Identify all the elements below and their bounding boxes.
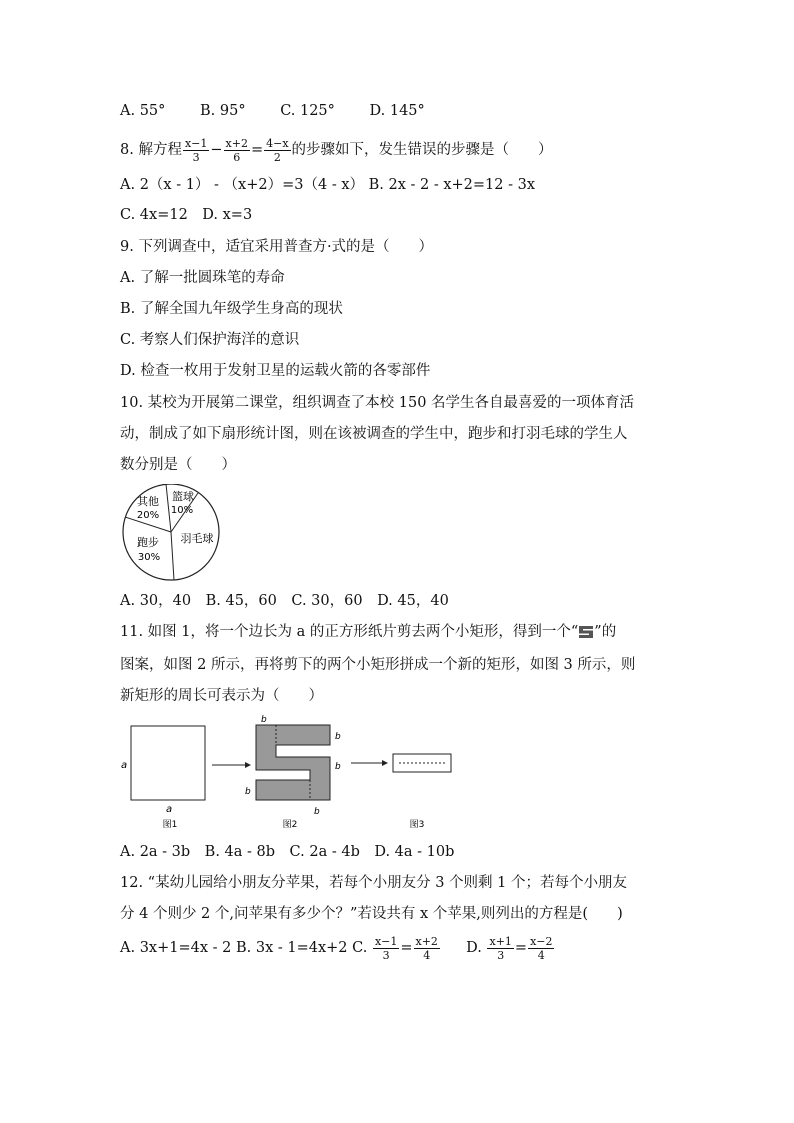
- q8-op1: −: [210, 142, 223, 158]
- q11-line-3: 新矩形的周长可表示为（ ）: [120, 688, 323, 704]
- fig2-label-b-left: b: [245, 787, 251, 797]
- q12-d-frac-2: [528, 935, 554, 962]
- q7-option-a: A. 55°: [120, 103, 166, 119]
- q8-fraction-3: [264, 137, 290, 164]
- q12-options-ab: A. 3x+1=4x - 2 B. 3x - 1=4x+2 C.: [120, 940, 368, 956]
- q8-fraction-2: [224, 137, 250, 164]
- fig1-square: [131, 726, 205, 800]
- pie-pct-lanqiu: 10%: [170, 505, 194, 516]
- pie-pct-qita: 20%: [136, 510, 160, 521]
- q7-option-b: B. 95°: [200, 103, 246, 119]
- fig1-side-label: a: [121, 760, 128, 771]
- q12-c-eq: =: [400, 940, 413, 956]
- q12-d1-num: x+1: [489, 934, 512, 948]
- q8-fraction-1: [183, 137, 209, 164]
- q8-f1-den: 3: [192, 150, 200, 164]
- pie-label-paobu: 跑步: [137, 536, 159, 549]
- q11-figures: [115, 712, 455, 834]
- q10-pie-chart: [118, 484, 224, 584]
- q12-c-frac-1: [373, 935, 399, 962]
- fig2-label-b-top: b: [261, 715, 267, 725]
- fig2-label-b-right2: b: [335, 762, 341, 772]
- q12-c1-num: x−1: [374, 934, 398, 948]
- pie-pct-paobu: 30%: [137, 552, 161, 563]
- fig2-label-b-right1: b: [335, 732, 341, 742]
- fig1-caption: 图1: [162, 820, 178, 830]
- pie-label-lanqiu: 篮球: [172, 490, 194, 503]
- arrow-2-head-icon: [382, 760, 388, 766]
- fig2-s-shape: [256, 725, 330, 800]
- q9-option-b: B. 了解全国九年级学生身高的现状: [120, 301, 343, 317]
- q10-line-1: 10. 某校为开展第二课堂，组织调查了本校 150 名学生各自最喜爱的一项体育活: [120, 395, 635, 411]
- q8-op2: =: [250, 142, 264, 158]
- q12-d2-den: 4: [537, 948, 545, 962]
- q11-line-2: 图案，如图 2 所示，再将剪下的两个小矩形拼成一个新的矩形，如图 3 所示，则: [120, 657, 636, 673]
- q11-line-1: [120, 622, 616, 642]
- pie-label-qita: 其他: [137, 495, 159, 508]
- arrow-1-head-icon: [245, 762, 251, 768]
- q7-options: [120, 101, 455, 121]
- q8-f2-den: 6: [233, 150, 241, 164]
- q12-d1-den: 3: [497, 948, 505, 962]
- q9-stem: 9. 下列调查中，适宜采用普查方·式的是（ ）: [120, 239, 434, 255]
- q12-c2-den: 4: [423, 948, 431, 962]
- q7-option-c: C. 125°: [280, 103, 335, 119]
- fig2-caption: 图2: [282, 820, 298, 830]
- q12-line-1: 12. “某幼儿园给小朋友分苹果，若每个小朋友分 3 个则剩 1 个；若每个小朋友: [120, 875, 627, 891]
- q8-f2-num: x+2: [225, 136, 248, 150]
- fig2-label-b-bottom: b: [314, 807, 320, 817]
- q8-suffix: 的步骤如下，发生错误的步骤是（ ）: [291, 142, 553, 158]
- q9-option-d: D. 检查一枚用于发射卫星的运载火箭的各零部件: [120, 363, 431, 379]
- q12-d-label: D.: [466, 940, 482, 956]
- fig1-bottom-label: a: [166, 804, 173, 815]
- s-shape-icon: [578, 622, 594, 642]
- q8-options-cd: C. 4x=12 D. x=3: [120, 207, 253, 223]
- q12-d2-num: x−2: [530, 934, 553, 948]
- q11-options: A. 2a - 3b B. 4a - 8b C. 2a - 4b D. 4a - 10b: [120, 844, 455, 860]
- q12-d-frac-1: [487, 935, 513, 962]
- q11-line-1-start: 11. 如图 1，将一个边长为 a 的正方形纸片剪去两个小矩形，得到一个“: [120, 624, 579, 640]
- q9-option-c: C. 考察人们保护海洋的意识: [120, 332, 300, 348]
- q12-c2-num: x+2: [415, 934, 438, 948]
- q8-stem: [120, 135, 553, 165]
- fig3-rectangle: [393, 754, 451, 772]
- q9-option-a: A. 了解一批圆珠笔的寿命: [120, 270, 285, 286]
- q12-c1-den: 3: [382, 948, 390, 962]
- q8-prefix: 8. 解方程: [120, 142, 182, 158]
- q10-line-2: 动，制成了如下扇形统计图，则在该被调查的学生中，跑步和打羽毛球的学生人: [120, 426, 628, 442]
- q10-options: A. 30，40 B. 45，60 C. 30，60 D. 45，40: [120, 593, 449, 609]
- fig3-caption: 图3: [409, 820, 425, 830]
- q8-options-ab: A. 2（x - 1） - （x+2）=3（4 - x） B. 2x - 2 - x+2=12 - 3x: [120, 177, 536, 193]
- q7-option-d: D. 145°: [369, 103, 425, 119]
- q8-f1-num: x−1: [184, 136, 208, 150]
- q8-f3-num: 4−x: [266, 136, 289, 150]
- q12-options: [120, 932, 555, 964]
- q12-c-frac-2: [414, 935, 440, 962]
- q11-line-1-end: ”的: [594, 624, 617, 640]
- q12-d-eq: =: [514, 940, 528, 956]
- pie-label-yumaoqiu: 羽毛球: [180, 532, 214, 545]
- q8-f3-den: 2: [273, 150, 281, 164]
- q10-line-3: 数分别是（ ）: [120, 457, 236, 473]
- q12-line-2: 分 4 个则少 2 个,问苹果有多少个？”若设共有 x 个苹果,则列出的方程是( ): [120, 906, 623, 922]
